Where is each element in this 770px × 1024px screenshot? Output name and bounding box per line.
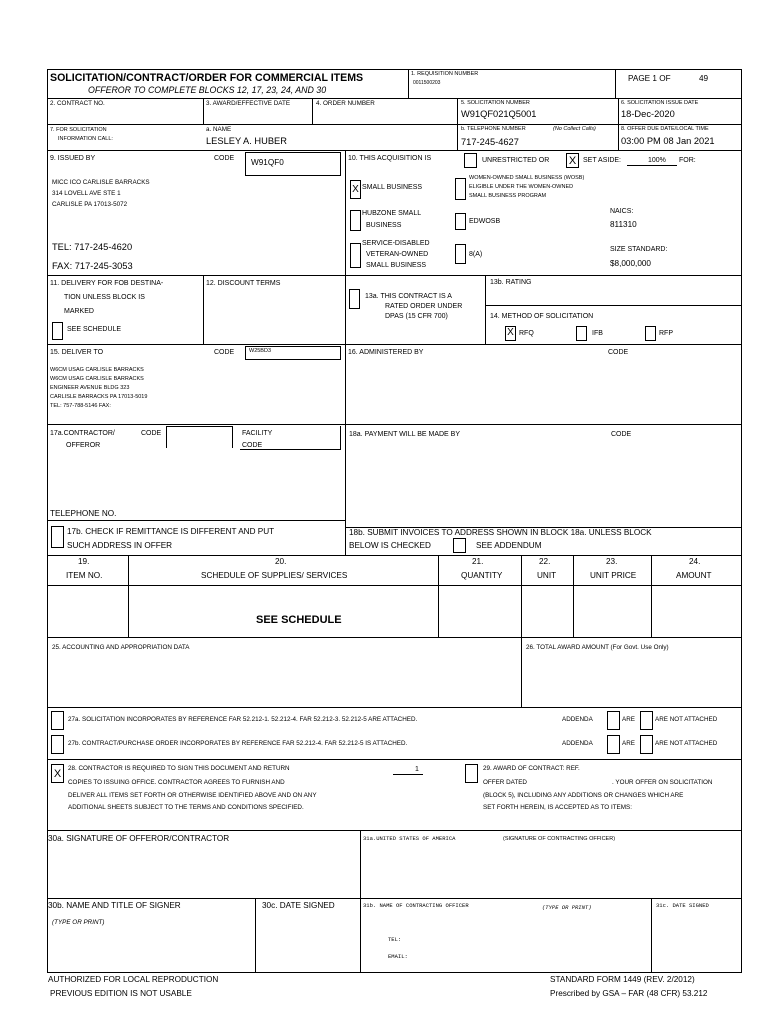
issued-by-fax: FAX: 717-245-3053 bbox=[52, 261, 133, 271]
issue-date: 18-Dec-2020 bbox=[621, 109, 675, 119]
info-call-label-2: INFORMATION CALL: bbox=[58, 136, 113, 142]
contractor-code-label: CODE bbox=[141, 430, 162, 437]
rfp-checkbox[interactable] bbox=[645, 326, 656, 341]
col-schedule: SCHEDULE OF SUPPLIES/ SERVICES bbox=[201, 571, 348, 580]
8a-checkbox[interactable] bbox=[455, 244, 466, 264]
offer-due-label: 8. OFFER DUE DATE/LOCAL TIME bbox=[621, 126, 709, 132]
footer-right-2: Prescribed by GSA – FAR (48 CFR) 53.212 bbox=[550, 989, 708, 998]
rated-line-1: 13a. THIS CONTRACT IS A bbox=[365, 293, 452, 300]
form-subtitle: OFFEROR TO COMPLETE BLOCKS 12, 17, 23, 24, AND 30 bbox=[88, 85, 327, 95]
form-title: SOLICITATION/CONTRACT/ORDER FOR COMMERCIAL ITEMS bbox=[50, 72, 364, 84]
accounting-label: 25. ACCOUNTING AND APPROPRIATION DATA bbox=[52, 644, 190, 651]
info-call-label-1: 7. FOR SOLICITATION bbox=[50, 127, 107, 133]
set-aside-label: SET ASIDE: bbox=[583, 157, 621, 164]
31a-label: 31a.UNITED STATES OF AMERICA bbox=[363, 835, 456, 842]
27a-text: 27a. SOLICITATION INCORPORATES BY REFERENCE FAR 52.212-1. 52.212-4. FAR 52.212-3. 52.212-5 ARE ATTACHED. bbox=[68, 716, 418, 723]
issued-by-code-label: CODE bbox=[214, 155, 235, 162]
size-standard-value: $8,000,000 bbox=[610, 259, 651, 268]
27a-are-checkbox[interactable] bbox=[607, 711, 620, 730]
remittance-checkbox[interactable] bbox=[51, 526, 64, 548]
deliver-to-line-2: W6CM USAG CARLISLE BARRACKS bbox=[50, 376, 144, 382]
27b-not-attached-checkbox[interactable] bbox=[640, 735, 653, 754]
27b-are: ARE bbox=[622, 740, 635, 747]
offer-due-date: 03:00 PM 08 Jan 2021 bbox=[621, 136, 715, 146]
hubzone-line-2: BUSINESS bbox=[366, 222, 402, 229]
page-total: 49 bbox=[699, 74, 709, 83]
rfp-label: RFP bbox=[659, 330, 673, 337]
deliver-to-code: W25BD3 bbox=[249, 348, 272, 354]
payment-code-label: CODE bbox=[611, 431, 632, 438]
30b-note: (TYPE OR PRINT) bbox=[52, 919, 105, 926]
contract-no-label: 2. CONTRACT NO. bbox=[50, 100, 105, 107]
27a-checkbox[interactable] bbox=[51, 711, 64, 730]
requisition-number: 0011500203 bbox=[413, 80, 441, 86]
deliver-to-line-5: TEL: 757-788-5146 FAX: bbox=[50, 403, 111, 409]
28-copies: 1 bbox=[415, 766, 419, 773]
27b-addenda: ADDENDA bbox=[562, 740, 593, 747]
27b-are-checkbox[interactable] bbox=[607, 735, 620, 754]
col-unit-price: UNIT PRICE bbox=[590, 571, 637, 580]
acquisition-label: 10. THIS ACQUISITION IS bbox=[348, 155, 432, 162]
delivery-line-3: MARKED bbox=[64, 308, 94, 315]
29-line-3: (BLOCK 5), INCLUDING ANY ADDITIONS OR CHANGES WHICH ARE bbox=[483, 792, 684, 799]
administered-by-code-label: CODE bbox=[608, 349, 629, 356]
page-label: PAGE 1 OF bbox=[628, 74, 671, 83]
28-checkbox[interactable]: X bbox=[51, 764, 64, 783]
col-amount: AMOUNT bbox=[676, 571, 712, 580]
facility-code-box[interactable] bbox=[240, 426, 341, 450]
issued-by-label: 9. ISSUED BY bbox=[50, 155, 96, 162]
wosb-line-3: SMALL BUSINESS PROGRAM bbox=[469, 193, 547, 199]
28-line-2: COPIES TO ISSUING OFFICE. CONTRACTOR AGREES TO FURNISH AND bbox=[68, 779, 285, 786]
col-24-number: 24. bbox=[689, 557, 701, 566]
31b-email: EMAIL: bbox=[388, 953, 408, 960]
31a-signature-note: (SIGNATURE OF CONTRACTING OFFICER) bbox=[503, 836, 616, 842]
deliver-to-line-3: ENGINEER AVENUE BLDG 323 bbox=[50, 385, 130, 391]
rfq-label: RFQ bbox=[519, 330, 534, 337]
issued-by-code: W91QF0 bbox=[251, 158, 284, 167]
set-aside-checkbox[interactable]: X bbox=[566, 153, 579, 168]
unrestricted-checkbox[interactable] bbox=[464, 153, 477, 168]
sdvosb-line-3: SMALL BUSINESS bbox=[366, 262, 427, 269]
small-business-checkbox[interactable]: X bbox=[350, 180, 361, 199]
addendum-checkbox[interactable] bbox=[453, 538, 466, 553]
rating-label: 13b. RATING bbox=[490, 279, 532, 286]
naics-label: NAICS: bbox=[610, 208, 634, 215]
28-line-4: ADDITIONAL SHEETS SUBJECT TO THE TERMS AND CONDITIONS SPECIFIED. bbox=[68, 804, 304, 811]
edwosb-checkbox[interactable] bbox=[455, 213, 466, 230]
issued-by-tel: TEL: 717-245-4620 bbox=[52, 242, 133, 252]
small-business-label: SMALL BUSINESS bbox=[362, 184, 423, 191]
col-unit: UNIT bbox=[537, 571, 557, 580]
requisition-label: 1. REQUISITION NUMBER bbox=[411, 71, 479, 77]
wosb-checkbox[interactable] bbox=[455, 178, 466, 200]
27a-addenda: ADDENDA bbox=[562, 716, 593, 723]
remittance-line-2: SUCH ADDRESS IN OFFER bbox=[67, 541, 173, 550]
ifb-label: IFB bbox=[592, 330, 603, 337]
col-23-number: 23. bbox=[606, 557, 618, 566]
administered-by-label: 16. ADMINISTERED BY bbox=[348, 349, 424, 356]
27b-checkbox[interactable] bbox=[51, 735, 64, 754]
method-label: 14. METHOD OF SOLICITATION bbox=[490, 313, 594, 320]
col-item-no: ITEM NO. bbox=[66, 571, 103, 580]
27b-not-attached: ARE NOT ATTACHED bbox=[655, 740, 718, 747]
addendum-label: SEE ADDENDUM bbox=[476, 541, 542, 550]
col-20-number: 20. bbox=[275, 557, 287, 566]
29-line-4: SET FORTH HEREIN, IS ACCEPTED AS TO ITEMS: bbox=[483, 804, 632, 811]
solicitation-number: W91QF021Q5001 bbox=[461, 109, 537, 119]
28-line-3: DELIVER ALL ITEMS SET FORTH OR OTHERWISE IDENTIFIED ABOVE AND ON ANY bbox=[68, 792, 317, 799]
name-label: a. NAME bbox=[206, 126, 232, 133]
hubzone-line-1: HUBZONE SMALL bbox=[362, 210, 422, 217]
30b-label: 30b. NAME AND TITLE OF SIGNER bbox=[48, 901, 181, 910]
deliver-to-line-1: W6CM USAG CARLISLE BARRACKS bbox=[50, 367, 144, 373]
contact-telephone: 717-245-4627 bbox=[461, 137, 519, 147]
29-line-2a: OFFER DATED bbox=[483, 779, 527, 786]
col-quantity: QUANTITY bbox=[461, 571, 503, 580]
27a-are: ARE bbox=[622, 716, 635, 723]
issued-by-line-2: 314 LOVELL AVE STE 1 bbox=[52, 190, 121, 197]
31b-tel: TEL: bbox=[388, 936, 402, 943]
contractor-label-2: OFFEROR bbox=[66, 442, 101, 449]
issued-by-line-1: MICC ICO CARLISLE BARRACKS bbox=[52, 179, 150, 186]
31b-label: 31b. NAME OF CONTRACTING OFFICER bbox=[363, 902, 469, 909]
set-aside-for: FOR: bbox=[679, 157, 696, 164]
fob-see-schedule-checkbox[interactable] bbox=[52, 322, 63, 340]
discount-terms-label: 12. DISCOUNT TERMS bbox=[206, 280, 281, 287]
remittance-line-1: 17b. CHECK IF REMITTANCE IS DIFFERENT AND PUT bbox=[67, 527, 275, 536]
contractor-telephone-label: TELEPHONE NO. bbox=[50, 509, 117, 518]
solicitation-number-label: 5. SOLICITATION NUMBER bbox=[461, 100, 530, 106]
size-standard-label: SIZE STANDARD: bbox=[610, 246, 668, 253]
30a-label: 30a. SIGNATURE OF OFFEROR/CONTRACTOR bbox=[48, 834, 230, 843]
31c-label: 31c. DATE SIGNED bbox=[656, 902, 709, 909]
ifb-checkbox[interactable] bbox=[576, 326, 587, 341]
unrestricted-label: UNRESTRICTED OR bbox=[482, 157, 550, 164]
facility-label-2: CODE bbox=[242, 442, 263, 449]
31b-note: (TYPE OR PRINT) bbox=[542, 904, 592, 911]
order-number-label: 4. ORDER NUMBER bbox=[316, 100, 375, 107]
sdvosb-line-1: SERVICE-DISABLED bbox=[362, 240, 430, 247]
27a-not-attached-checkbox[interactable] bbox=[640, 711, 653, 730]
col-22-number: 22. bbox=[539, 557, 551, 566]
col-21-number: 21. bbox=[472, 557, 484, 566]
issue-date-label: 6. SOLICITATION ISSUE DATE bbox=[621, 100, 699, 106]
sdvosb-line-2: VETERAN-OWNED bbox=[366, 251, 429, 258]
footer-left-1: AUTHORIZED FOR LOCAL REPRODUCTION bbox=[48, 975, 219, 984]
rfq-checkbox[interactable]: X bbox=[505, 326, 516, 341]
29-checkbox[interactable] bbox=[465, 764, 478, 783]
submit-invoices-line-2: BELOW IS CHECKED bbox=[349, 541, 431, 550]
rated-order-checkbox[interactable] bbox=[349, 289, 360, 309]
edwosb-label: EDWOSB bbox=[469, 218, 501, 225]
contractor-label-1: 17a.CONTRACTOR/ bbox=[50, 430, 115, 437]
telephone-label: b. TELEPHONE NUMBER bbox=[461, 126, 526, 132]
27b-text: 27b. CONTRACT/PURCHASE ORDER INCORPORATES BY REFERENCE FAR 52.212-4. FAR 52.212-5 IS ATTACHED. bbox=[68, 740, 408, 747]
30c-label: 30c. DATE SIGNED bbox=[262, 901, 335, 910]
set-aside-percent: 100% bbox=[648, 157, 666, 164]
hubzone-checkbox[interactable] bbox=[350, 210, 361, 231]
rated-line-3: DPAS (15 CFR 700) bbox=[385, 313, 448, 320]
contractor-code-box[interactable] bbox=[166, 426, 233, 448]
contact-name: LESLEY A. HUBER bbox=[206, 136, 287, 146]
wosb-line-2: ELIGIBLE UNDER THE WOMEN-OWNED bbox=[469, 184, 574, 190]
total-award-label: 26. TOTAL AWARD AMOUNT (For Govt. Use Only) bbox=[526, 644, 669, 651]
27a-not-attached: ARE NOT ATTACHED bbox=[655, 716, 718, 723]
delivery-line-2: TION UNLESS BLOCK IS bbox=[64, 294, 145, 301]
no-collect-note: (No Collect Calls) bbox=[553, 126, 596, 132]
deliver-to-label: 15. DELIVER TO bbox=[50, 349, 104, 356]
28-line-1: 28. CONTRACTOR IS REQUIRED TO SIGN THIS DOCUMENT AND RETURN bbox=[68, 765, 290, 772]
award-date-label: 3. AWARD/EFFECTIVE DATE bbox=[206, 100, 291, 107]
29-line-2b: . YOUR OFFER ON SOLICITATION bbox=[612, 779, 713, 786]
naics-value: 811310 bbox=[610, 220, 637, 229]
fob-see-schedule-label: SEE SCHEDULE bbox=[67, 326, 122, 333]
sdvosb-checkbox[interactable] bbox=[350, 243, 361, 268]
footer-right-1: STANDARD FORM 1449 (REV. 2/2012) bbox=[550, 975, 695, 984]
schedule-body: SEE SCHEDULE bbox=[256, 614, 342, 626]
payment-label: 18a. PAYMENT WILL BE MADE BY bbox=[349, 431, 460, 438]
rated-line-2: RATED ORDER UNDER bbox=[385, 303, 463, 310]
col-19-number: 19. bbox=[78, 557, 90, 566]
facility-label-1: FACILITY bbox=[242, 430, 273, 437]
deliver-to-line-4: CARLISLE BARRACKS PA 17013-5019 bbox=[50, 394, 148, 400]
delivery-line-1: 11. DELIVERY FOR FOB DESTINA- bbox=[50, 280, 164, 287]
submit-invoices-line-1: 18b. SUBMIT INVOICES TO ADDRESS SHOWN IN BLOCK 18a. UNLESS BLOCK bbox=[349, 528, 652, 537]
29-line-1: 29. AWARD OF CONTRACT: REF. bbox=[483, 765, 580, 772]
deliver-to-code-label: CODE bbox=[214, 349, 235, 356]
issued-by-line-3: CARLISLE PA 17013-5072 bbox=[52, 201, 128, 208]
footer-left-2: PREVIOUS EDITION IS NOT USABLE bbox=[50, 989, 192, 998]
wosb-line-1: WOMEN-OWNED SMALL BUSINESS (WOSB) bbox=[469, 175, 585, 181]
8a-label: 8(A) bbox=[469, 251, 483, 258]
